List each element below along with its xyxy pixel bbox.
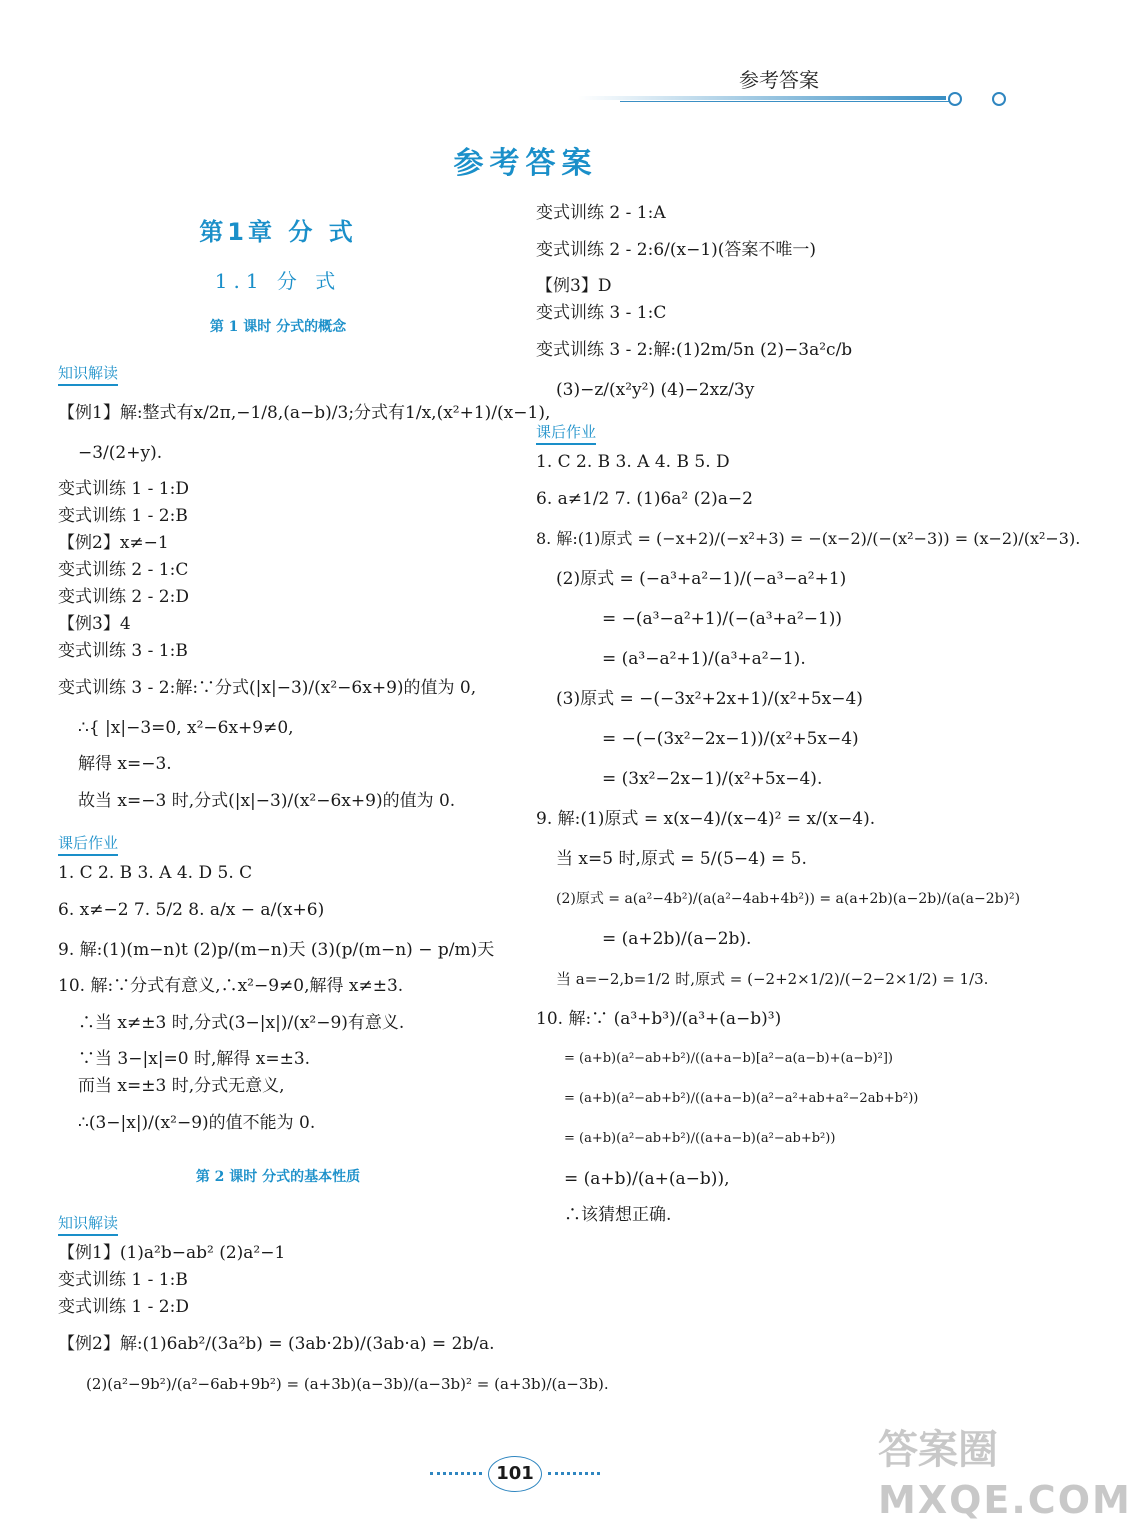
answer-line: 变式训练 1 - 1:B bbox=[58, 1270, 188, 1290]
answer-line: 9. 解:(1)(m−n)t (2)p/(m−n)天 (3)(p/(m−n) − p/m)天 bbox=[58, 940, 495, 960]
section-title: 1.1 分 式 bbox=[214, 269, 342, 293]
header-rule-thin bbox=[620, 101, 950, 102]
right-column bbox=[536, 200, 1081, 1229]
answer-line: ∴该猜想正确. bbox=[564, 1205, 672, 1225]
header-rule bbox=[578, 96, 946, 100]
answer-line: 【例2】解:(1)6ab²/(3a²b) = (3ab·2b)/(3ab·a) = 2b/a. bbox=[58, 1334, 495, 1354]
answer-line: 故当 x=−3 时,分式(|x|−3)/(x²−6x+9)的值为 0. bbox=[78, 791, 456, 811]
answer-line: 6. a≠1/2 7. (1)6a² (2)a−2 bbox=[536, 489, 753, 509]
answer-line: 【例3】D bbox=[536, 276, 612, 296]
answer-line: = −(−(3x²−2x−1))/(x²+5x−4) bbox=[602, 729, 859, 749]
answer-line: = (a³−a²+1)/(a³+a²−1). bbox=[602, 649, 806, 669]
answer-line: 变式训练 1 - 2:B bbox=[58, 506, 188, 526]
answer-line: 变式训练 1 - 1:D bbox=[58, 479, 189, 499]
answer-line: ∵当 3−|x|=0 时,解得 x=±3. bbox=[78, 1049, 311, 1069]
answer-line: 当 a=−2,b=1/2 时,原式 = (−2+2×1/2)/(−2−2×1/2) = 1/3. bbox=[556, 970, 989, 988]
answer-line: 8. 解:(1)原式 = (−x+2)/(−x²+3) = −(x−2)/(−(x²−3)) = (x−2)/(x²−3). bbox=[536, 529, 1081, 548]
lesson-title: 第 1 课时 分式的概念 bbox=[209, 319, 347, 335]
answer-line: 而当 x=±3 时,分式无意义, bbox=[78, 1076, 285, 1096]
lesson-title: 第 2 课时 分式的基本性质 bbox=[195, 1169, 361, 1185]
chapter-title: 第1章 分 式 bbox=[199, 218, 357, 246]
answer-line: (2)(a²−9b²)/(a²−6ab+9b²) = (a+3b)(a−3b)/(a−3b)² = (a+3b)/(a−3b). bbox=[86, 1375, 609, 1393]
answer-line: 9. 解:(1)原式 = x(x−4)/(x−4)² = x/(x−4). bbox=[536, 809, 876, 829]
answer-line: 【例3】4 bbox=[58, 614, 131, 634]
section-tag: 课后作业 bbox=[58, 832, 118, 856]
answer-line: 变式训练 2 - 2:6/(x−1)(答案不唯一) bbox=[536, 240, 817, 260]
answer-line: ∴{ |x|−3=0, x²−6x+9≠0, bbox=[78, 718, 294, 738]
footer-dots-right bbox=[548, 1472, 600, 1475]
answer-line: = −(a³−a²+1)/(−(a³+a²−1)) bbox=[602, 609, 843, 629]
answer-line: 10. 解:∵ (a³+b³)/(a³+(a−b)³) bbox=[536, 1009, 782, 1029]
answer-line: 变式训练 2 - 1:C bbox=[58, 560, 189, 580]
answer-line: = (a+b)(a²−ab+b²)/((a+a−b)(a²−a²+ab+a²−2ab+b²)) bbox=[564, 1091, 919, 1106]
answer-line: = (a+b)(a²−ab+b²)/((a+a−b)(a²−ab+b²)) bbox=[564, 1131, 836, 1146]
answer-line: 当 x=5 时,原式 = 5/(5−4) = 5. bbox=[556, 849, 807, 869]
answer-line: 【例1】解:整式有x/2π,−1/8,(a−b)/3;分式有1/x,(x²+1)/(x−1), bbox=[58, 403, 551, 423]
answer-line: 10. 解:∵分式有意义,∴x²−9≠0,解得 x≠±3. bbox=[58, 976, 404, 996]
answer-line: 变式训练 3 - 1:C bbox=[536, 303, 667, 323]
answer-line: (2)原式 = a(a²−4b²)/(a(a²−4ab+4b²)) = a(a+2b)(a−2b)/(a(a−2b)²) bbox=[556, 891, 1021, 907]
answer-line: (3)原式 = −(−3x²+2x+1)/(x²+5x−4) bbox=[556, 689, 863, 709]
answer-line: 1. C 2. B 3. A 4. B 5. D bbox=[536, 452, 730, 472]
answer-line: = (a+b)/(a+(a−b)), bbox=[564, 1169, 730, 1189]
answer-line: (3)−z/(x²y²) (4)−2xz/3y bbox=[556, 380, 755, 400]
answer-line: 解得 x=−3. bbox=[78, 754, 172, 774]
page-number: 101 bbox=[488, 1456, 542, 1492]
header-ring-icon bbox=[948, 92, 962, 106]
footer-dots-left bbox=[430, 1472, 482, 1475]
watermark-url: MXQE.COM bbox=[878, 1478, 1132, 1522]
answer-line: 6. x≠−2 7. 5/2 8. a/x − a/(x+6) bbox=[58, 900, 325, 920]
answer-line: 变式训练 3 - 2:解:∵分式(|x|−3)/(x²−6x+9)的值为 0, bbox=[58, 678, 477, 698]
answer-line: 【例1】(1)a²b−ab² (2)a²−1 bbox=[58, 1243, 286, 1263]
page-title: 参考答案 bbox=[453, 146, 598, 181]
answer-line: (2)原式 = (−a³+a²−1)/(−a³−a²+1) bbox=[556, 569, 847, 589]
answer-line: 变式训练 1 - 2:D bbox=[58, 1297, 189, 1317]
section-tag: 课后作业 bbox=[536, 421, 596, 445]
answer-line: = (a+2b)/(a−2b). bbox=[602, 929, 752, 949]
answer-line: −3/(2+y). bbox=[78, 443, 163, 463]
answer-line: 变式训练 2 - 1:A bbox=[536, 203, 666, 223]
running-header: 参考答案 bbox=[739, 68, 819, 92]
answer-line: = (3x²−2x−1)/(x²+5x−4). bbox=[602, 769, 823, 789]
section-tag: 知识解读 bbox=[58, 362, 118, 386]
answer-line: 【例2】x≠−1 bbox=[58, 533, 169, 553]
section-tag: 知识解读 bbox=[58, 1212, 118, 1236]
header-ring-icon bbox=[992, 92, 1006, 106]
answer-line: 1. C 2. B 3. A 4. D 5. C bbox=[58, 863, 253, 883]
watermark-logo: 答案圈 bbox=[878, 1427, 998, 1473]
answer-line: = (a+b)(a²−ab+b²)/((a+a−b)[a²−a(a−b)+(a−b)²]) bbox=[564, 1051, 893, 1066]
answer-line: 变式训练 3 - 2:解:(1)2m/5n (2)−3a²c/b bbox=[536, 340, 853, 360]
answer-line: 变式训练 3 - 1:B bbox=[58, 641, 188, 661]
answer-line: ∴(3−|x|)/(x²−9)的值不能为 0. bbox=[78, 1113, 316, 1133]
answer-line: 变式训练 2 - 2:D bbox=[58, 587, 189, 607]
answer-line: ∴当 x≠±3 时,分式(3−|x|)/(x²−9)有意义. bbox=[78, 1013, 405, 1033]
